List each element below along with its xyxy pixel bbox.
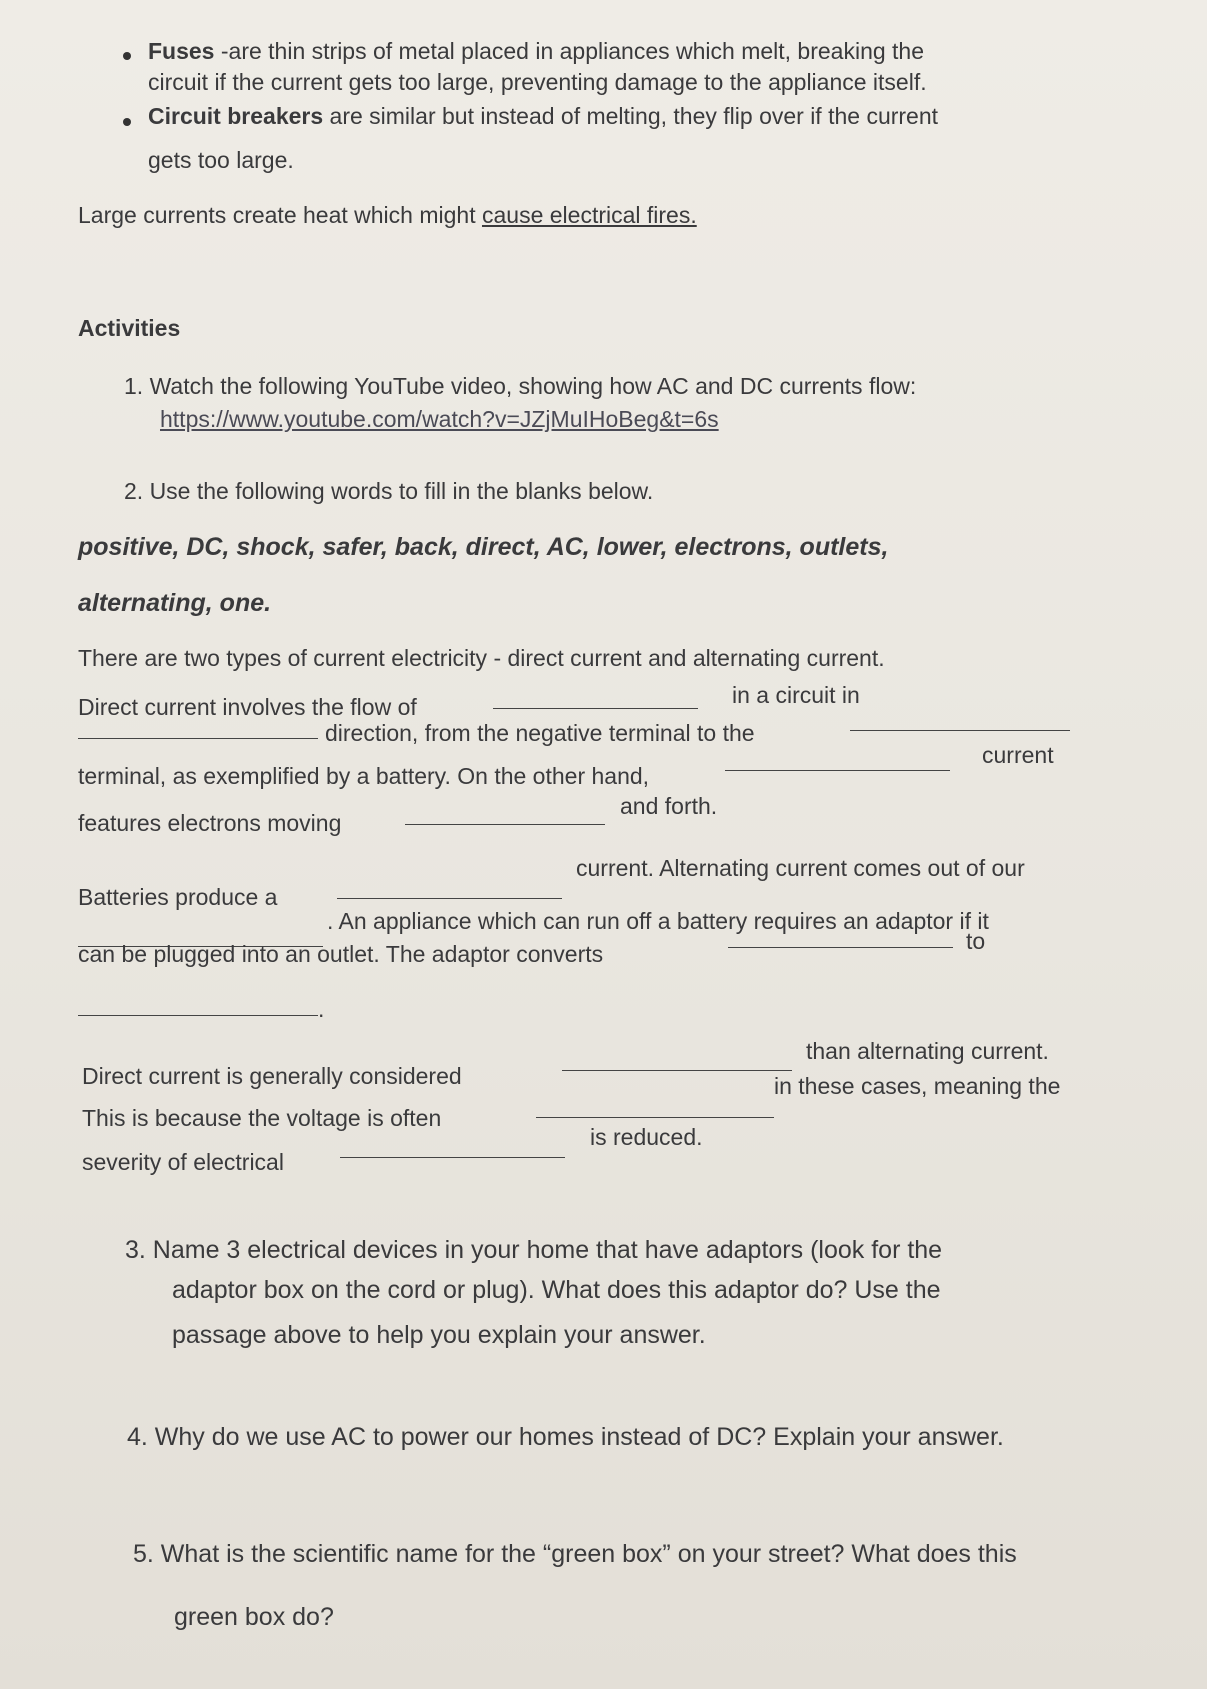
blank-input[interactable] — [536, 1117, 774, 1118]
para1-line5b: and forth. — [620, 793, 718, 819]
para3-line3b: is reduced. — [590, 1124, 703, 1150]
para1-line1: There are two types of current electricity - direct current and alternating current. — [78, 645, 885, 671]
para3-line2a: This is because the voltage is often — [82, 1105, 442, 1131]
breakers-line-2: gets too large. — [148, 147, 294, 173]
para3-line3a: severity of electrical — [82, 1149, 284, 1175]
question-3-line1: 3. Name 3 electrical devices in your home that have adaptors (look for the — [125, 1236, 943, 1264]
para1-line2a: Direct current involves the flow of — [78, 694, 417, 720]
activity-2-text: 2. Use the following words to fill in the blanks below. — [124, 478, 654, 504]
blank-input[interactable] — [850, 730, 1070, 731]
para1-line5a: features electrons moving — [78, 810, 342, 836]
para2-line3b: to — [966, 928, 986, 954]
breakers-line-1: Circuit breakers are similar but instead of melting, they flip over if the current — [148, 103, 939, 129]
question-3-line2: adaptor box on the cord or plug). What does this adaptor do? Use the — [172, 1276, 941, 1304]
word-bank-line-1: positive, DC, shock, safer, back, direct, AC, lower, electrons, outlets, — [78, 533, 889, 561]
para3-line1a: Direct current is generally considered — [82, 1063, 462, 1089]
bullet-dot — [123, 118, 131, 126]
blank-input[interactable] — [405, 824, 605, 825]
blank-input[interactable] — [78, 1015, 318, 1016]
blank-input[interactable] — [725, 770, 950, 771]
para2-line1b: current. Alternating current comes out of our — [576, 855, 1025, 881]
blank-input[interactable] — [728, 947, 953, 948]
word-bank-line-2: alternating, one. — [78, 589, 272, 617]
blank-input[interactable] — [493, 708, 698, 709]
fuses-line-1: Fuses -are thin strips of metal placed in appliances which melt, breaking the — [148, 38, 925, 64]
para2-line1a: Batteries produce a — [78, 884, 278, 910]
blank-input[interactable] — [340, 1157, 565, 1158]
question-5-line1: 5. What is the scientific name for the “green box” on your street? What does this — [133, 1540, 1017, 1568]
fires-sentence: Large currents create heat which might cause electrical fires. — [78, 202, 697, 228]
bullet-dot — [123, 52, 131, 60]
question-4: 4. Why do we use AC to power our homes instead of DC? Explain your answer. — [127, 1423, 1004, 1451]
para1-line4a: terminal, as exemplified by a battery. On the other hand, — [78, 763, 650, 789]
blank-input[interactable] — [78, 738, 318, 739]
para2-line3a: can be plugged into an outlet. The adaptor converts — [78, 941, 604, 967]
para2-line4: . — [318, 996, 325, 1022]
blank-input[interactable] — [562, 1070, 792, 1071]
activities-heading: Activities — [78, 315, 181, 341]
para3-line1b: than alternating current. — [806, 1038, 1049, 1064]
question-3-line3: passage above to help you explain your answer. — [172, 1321, 706, 1349]
question-5-line2: green box do? — [174, 1603, 334, 1631]
para3-line2b: in these cases, meaning the — [774, 1073, 1061, 1099]
youtube-link[interactable]: https://www.youtube.com/watch?v=JZjMuIHoBeg&t=6s — [160, 406, 719, 432]
activity-1-text: 1. Watch the following YouTube video, showing how AC and DC currents flow: — [124, 373, 917, 399]
fuses-line-2: circuit if the current gets too large, preventing damage to the appliance itself. — [148, 69, 927, 95]
para1-line3: direction, from the negative terminal to the — [325, 720, 755, 746]
para2-line2: . An appliance which can run off a battery requires an adaptor if it — [327, 908, 989, 934]
para1-line4b: current — [982, 742, 1054, 768]
blank-input[interactable] — [337, 898, 562, 899]
para1-line2b: in a circuit in — [732, 682, 860, 708]
